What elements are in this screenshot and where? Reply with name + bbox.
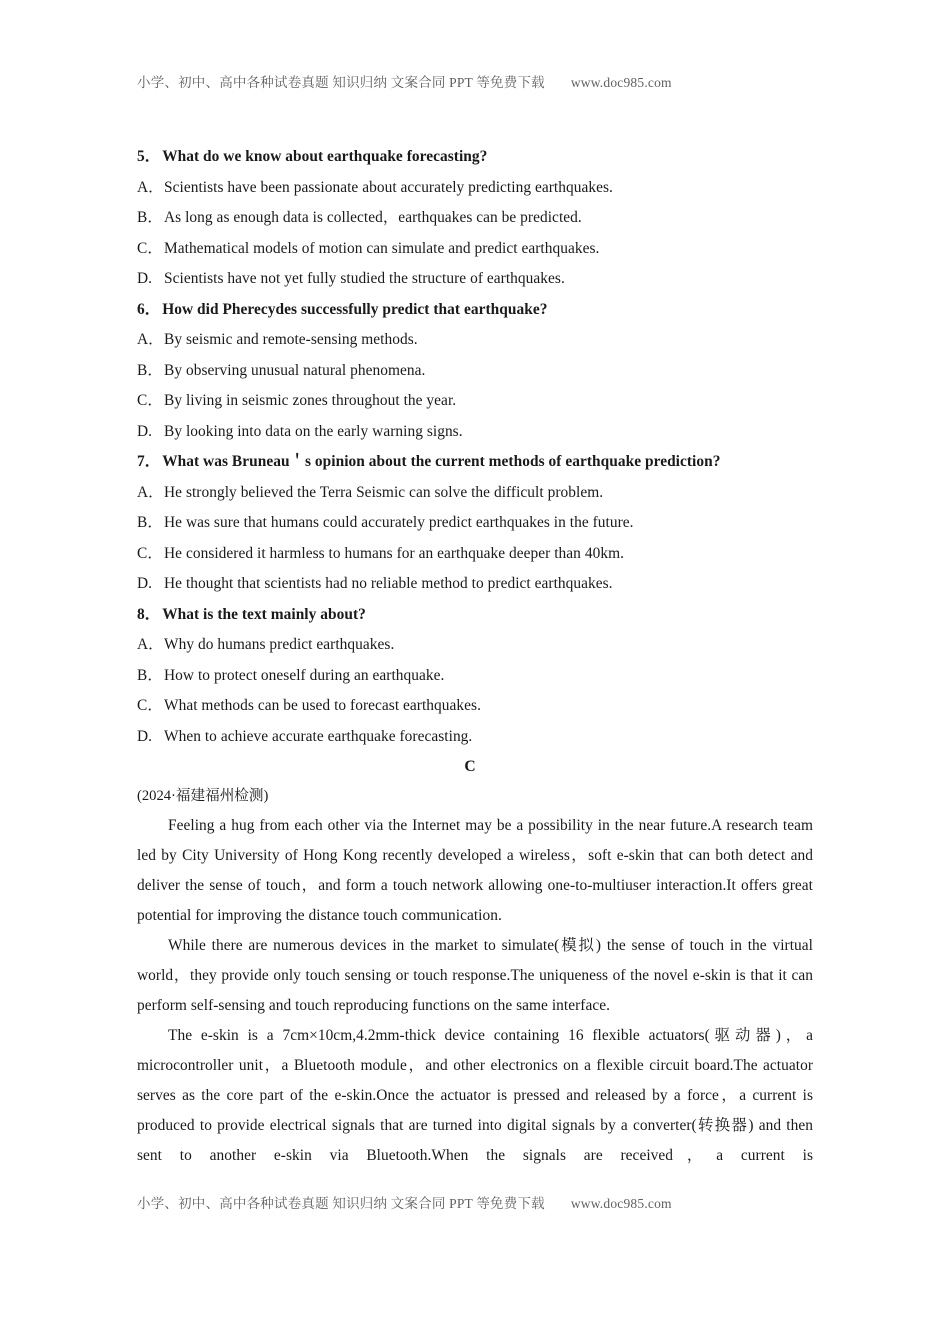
question-stem-6 — [137, 295, 813, 326]
option-7-d[interactable] — [137, 569, 813, 600]
option-label-8-b: B． — [137, 666, 163, 684]
option-7-a[interactable] — [137, 478, 813, 509]
question-text-7: What was Bruneau＇s opinion about the current methods of earthquake prediction? — [162, 453, 721, 470]
question-stem-7 — [137, 447, 813, 478]
option-label-6-a: A． — [137, 331, 164, 348]
question-number-8: 8． — [137, 605, 161, 623]
option-6-b[interactable] — [137, 356, 813, 387]
option-label-7-a: A． — [137, 483, 164, 501]
option-text-5-c: Mathematical models of motion can simulate and predict earthquakes. — [164, 239, 600, 257]
option-label-5-a: A． — [137, 178, 164, 196]
question-stem-5 — [137, 142, 813, 173]
option-7-c[interactable] — [137, 539, 813, 570]
option-text-8-a: Why do humans predict earthquakes. — [164, 636, 395, 653]
option-text-8-b: How to protect oneself during an earthquake. — [164, 666, 445, 684]
option-text-5-b: As long as enough data is collected，earthquakes can be predicted. — [164, 209, 582, 226]
option-text-8-d: When to achieve accurate earthquake forecasting. — [164, 727, 473, 745]
question-text-8: What is the text mainly about? — [162, 605, 366, 623]
question-stem-8 — [137, 600, 813, 631]
page-footer — [137, 1192, 813, 1212]
passage-paragraph-3: The e-skin is a 7cm×10cm,4.2mm-thick device containing 16 flexible actuators(驱动器)，a microcontroller unit，a Bluetooth module，and other electronics on a flexible circuit board.The actuator serves as the core part of the e-skin.Once the actuator is pressed and released by a force，a current is produced to provide electrical signals that are turned into digital signals by a converter(转换器) and then sent to another e-skin via Bluetooth.When the signals are received，a current is — [137, 1027, 813, 1164]
question-number-7: 7． — [137, 453, 161, 470]
option-8-c[interactable] — [137, 691, 813, 722]
option-5-b[interactable] — [137, 203, 813, 234]
option-text-6-b: By observing unusual natural phenomena. — [164, 361, 426, 379]
document-body — [137, 142, 813, 1201]
option-6-a[interactable] — [137, 325, 813, 356]
option-6-c[interactable] — [137, 386, 813, 417]
question-number-6: 6． — [137, 300, 161, 318]
passage-section-label: C — [464, 758, 476, 775]
option-label-5-b: B． — [137, 209, 163, 226]
option-text-6-c: By living in seismic zones throughout the year. — [164, 392, 457, 409]
option-label-8-c: C． — [137, 697, 163, 714]
question-text-6: How did Pherecydes successfully predict that earthquake? — [162, 300, 548, 318]
option-5-c[interactable] — [137, 234, 813, 265]
option-text-5-d: Scientists have not yet fully studied the structure of earthquakes. — [164, 270, 565, 287]
passage-paragraph-1: Feeling a hug from each other via the Internet may be a possibility in the near future.A research team led by City University of Hong Kong recently developed a wireless，soft e-skin that can both detect and deliver the sense of touch，and form a touch network allowing one-to-multiuser interaction.It offers great potential for improving the distance touch communication. — [137, 817, 813, 924]
page-footer-url: www.doc985.com — [570, 1196, 672, 1211]
page-header-chinese-text: 小学、初中、高中各种试卷真题 知识归纳 文案合同 PPT 等免费下载 — [137, 75, 545, 90]
option-text-7-a: He strongly believed the Terra Seismic can solve the difficult problem. — [164, 483, 604, 501]
option-8-b[interactable] — [137, 661, 813, 692]
option-7-b[interactable] — [137, 508, 813, 539]
option-8-d[interactable] — [137, 722, 813, 753]
option-5-a[interactable] — [137, 173, 813, 204]
option-text-8-c: What methods can be used to forecast earthquakes. — [164, 697, 481, 714]
option-label-5-d: D. — [137, 270, 153, 287]
option-label-7-c: C． — [137, 544, 163, 562]
page-header — [137, 71, 813, 91]
page-footer-chinese-text: 小学、初中、高中各种试卷真题 知识归纳 文案合同 PPT 等免费下载 — [137, 1196, 545, 1211]
option-label-8-d: D. — [137, 727, 153, 745]
option-5-d[interactable] — [137, 264, 813, 295]
option-text-7-d: He thought that scientists had no reliable method to predict earthquakes. — [164, 575, 613, 592]
option-label-5-c: C． — [137, 239, 163, 257]
question-text-5: What do we know about earthquake forecasting? — [162, 148, 488, 165]
option-label-6-c: C． — [137, 392, 163, 409]
passage-paragraph-2: While there are numerous devices in the market to simulate(模拟) the sense of touch in the virtual world，they provide only touch sensing or touch response.The uniqueness of the novel e-skin is that it can perform self-sensing and touch reproducing functions on the same interface. — [137, 937, 813, 1014]
option-label-7-b: B． — [137, 514, 163, 531]
option-label-6-b: B． — [137, 361, 163, 379]
question-number-5: 5． — [137, 148, 161, 165]
option-text-6-d: By looking into data on the early warning signs. — [164, 422, 463, 440]
option-text-6-a: By seismic and remote-sensing methods. — [164, 331, 418, 348]
option-label-7-d: D. — [137, 575, 153, 592]
option-text-5-a: Scientists have been passionate about accurately predicting earthquakes. — [164, 178, 613, 196]
option-text-7-b: He was sure that humans could accurately predict earthquakes in the future. — [164, 514, 634, 531]
passage-source: (2024·福建福州检测) — [137, 788, 269, 804]
option-8-a[interactable] — [137, 630, 813, 661]
option-6-d[interactable] — [137, 417, 813, 448]
option-label-6-d: D. — [137, 422, 153, 440]
option-text-7-c: He considered it harmless to humans for an earthquake deeper than 40km. — [164, 544, 624, 562]
option-label-8-a: A． — [137, 636, 164, 653]
page-header-url: www.doc985.com — [570, 75, 672, 90]
